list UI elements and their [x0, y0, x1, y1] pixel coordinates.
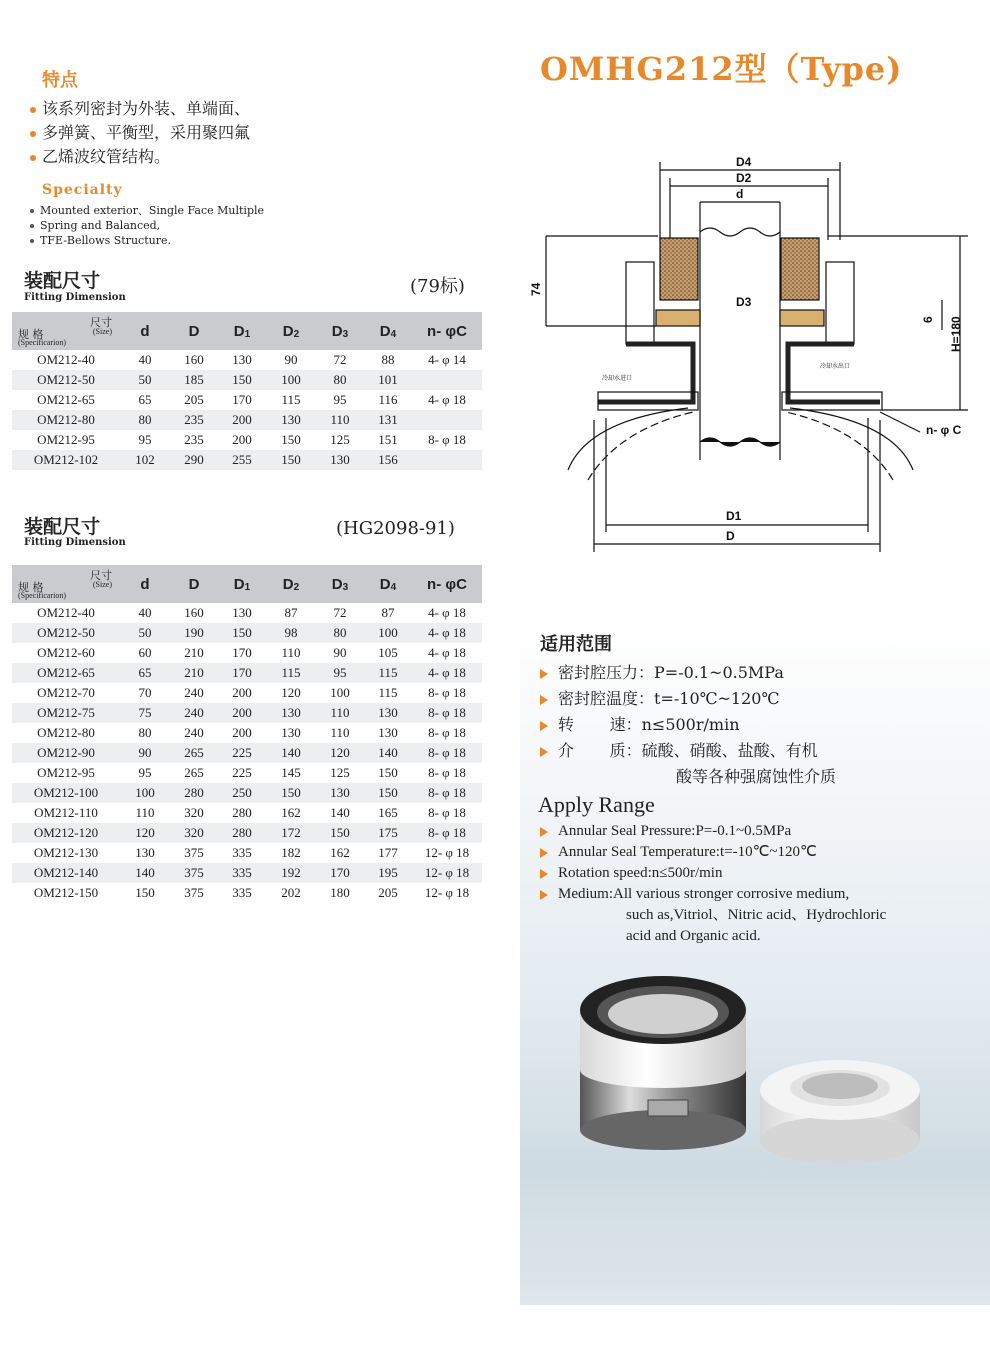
- value-cell: 200: [232, 725, 252, 740]
- feature-item: Mounted exterior、Single Face Multiple: [30, 203, 264, 218]
- table-row: [12, 703, 482, 723]
- value-cell: 120: [120, 823, 170, 843]
- header-D3: D3: [316, 565, 364, 603]
- header-spec: 尺寸 (Size) 规 格 (Specificarion): [12, 312, 120, 350]
- value-cell: 240: [184, 685, 204, 700]
- value-cell: 125: [330, 765, 350, 780]
- table1-title-cn: 装配尺寸: [24, 270, 101, 292]
- label-74: 74: [529, 282, 543, 296]
- value-cell: 110: [135, 805, 155, 820]
- bullet-icon: [30, 239, 34, 243]
- value-cell: 130: [266, 410, 316, 430]
- value-cell: 90: [120, 743, 170, 763]
- label-d3: D3: [736, 295, 752, 309]
- value-cell: 200: [218, 703, 266, 723]
- value-cell: 225: [218, 743, 266, 763]
- table-row: [12, 763, 482, 783]
- value-cell: 195: [364, 863, 412, 883]
- value-cell: 4- φ 18: [428, 605, 466, 620]
- value-cell: 72: [333, 605, 347, 620]
- spec-cell: OM212-100: [12, 783, 120, 803]
- value-cell: 200: [218, 410, 266, 430]
- value-cell: 102: [120, 450, 170, 470]
- value-cell: 205: [184, 392, 204, 407]
- table-row: [12, 843, 482, 863]
- value-cell: 115: [378, 685, 398, 700]
- table2-title-en: Fitting Dimension: [24, 537, 126, 548]
- value-cell: 150: [364, 783, 412, 803]
- table-row: [12, 603, 482, 623]
- table-row: [12, 390, 482, 410]
- header-D: D: [170, 312, 218, 350]
- arrow-icon: [540, 890, 548, 900]
- value-cell: 145: [281, 765, 301, 780]
- value-cell: 80: [138, 725, 152, 740]
- table-row: [12, 743, 482, 763]
- value-cell: 100: [330, 685, 350, 700]
- value-cell: 130: [232, 352, 252, 367]
- table-row: [12, 883, 482, 903]
- value-cell: 192: [266, 863, 316, 883]
- value-cell: 255: [218, 450, 266, 470]
- value-cell: 250: [218, 783, 266, 803]
- value-cell: 8- φ 18: [428, 725, 466, 740]
- value-cell: 200: [232, 685, 252, 700]
- spec-cell: OM212-150: [33, 885, 99, 900]
- seal-product-photo: [560, 970, 950, 1200]
- spec-cell: OM212-75: [12, 703, 120, 723]
- header-d: d: [120, 312, 170, 350]
- feature-item: 乙烯波纹管结构。: [30, 145, 250, 169]
- value-cell: 150: [266, 450, 316, 470]
- value-cell: 140: [120, 863, 170, 883]
- header-D: D: [170, 565, 218, 603]
- bullet-icon: [30, 131, 36, 137]
- value-cell: 375: [170, 863, 218, 883]
- features-list-cn: [30, 97, 250, 169]
- value-cell: 180: [330, 885, 350, 900]
- value-cell: 140: [330, 805, 350, 820]
- value-cell: 120: [281, 685, 301, 700]
- table1-title-en: Fitting Dimension: [24, 292, 126, 303]
- value-cell: 8- φ 18: [428, 432, 466, 447]
- label-cooling-outlet: 冷却水出口: [820, 363, 851, 370]
- value-cell: 185: [170, 370, 218, 390]
- value-cell: 190: [170, 623, 218, 643]
- spec-cell: OM212-110: [34, 805, 98, 820]
- value-cell: 150: [281, 432, 301, 447]
- value-cell: 150: [218, 623, 266, 643]
- value-cell: 4- φ 18: [412, 623, 482, 643]
- value-cell: 125: [330, 432, 350, 447]
- header-nC: n- φC: [412, 565, 482, 603]
- range-item: 转 速：n≤500r/min: [540, 712, 836, 738]
- value-cell: 335: [232, 845, 252, 860]
- value-cell: 8- φ 18: [412, 823, 482, 843]
- table2-title-cn: 装配尺寸: [24, 516, 101, 538]
- value-cell: 210: [184, 645, 204, 660]
- value-cell: 162: [281, 805, 301, 820]
- value-cell: 182: [281, 845, 301, 860]
- bullet-icon: [30, 209, 34, 213]
- value-cell: 98: [266, 623, 316, 643]
- table-row: [12, 350, 482, 370]
- value-cell: 40: [138, 605, 152, 620]
- value-cell: 95: [316, 663, 364, 683]
- value-cell: 151: [378, 432, 398, 447]
- table-row: [12, 683, 482, 703]
- value-cell: 65: [138, 392, 152, 407]
- value-cell: 162: [330, 845, 350, 860]
- header-D1: D1: [218, 312, 266, 350]
- value-cell: 88: [381, 352, 395, 367]
- value-cell: 170: [232, 392, 252, 407]
- range-item-cont: acid and Organic acid.: [626, 928, 761, 944]
- value-cell: 375: [184, 845, 204, 860]
- range-item: 密封腔温度：t=-10℃~120℃: [540, 686, 836, 712]
- spec-cell: OM212-80: [37, 725, 95, 740]
- spec-cell: OM212-40: [37, 605, 95, 620]
- value-cell: 8- φ 18: [428, 765, 466, 780]
- value-cell: 175: [364, 823, 412, 843]
- table-row: [12, 723, 482, 743]
- value-cell: 130: [266, 703, 316, 723]
- value-cell: 130: [316, 783, 364, 803]
- features-list-en: [30, 203, 264, 248]
- value-cell: 50: [120, 370, 170, 390]
- header-D1: D1: [218, 565, 266, 603]
- header-D4: D4: [364, 312, 412, 350]
- value-cell: 40: [138, 352, 152, 367]
- value-cell: 100: [364, 623, 412, 643]
- label-D: D: [726, 529, 735, 543]
- table-row: [12, 803, 482, 823]
- value-cell: 8- φ 18: [412, 743, 482, 763]
- value-cell: 4- φ 14: [428, 352, 466, 367]
- table-row: [12, 823, 482, 843]
- label-d4: D4: [736, 155, 752, 169]
- seal-cross-section-drawing: [528, 150, 978, 560]
- value-cell: 160: [184, 605, 204, 620]
- value-cell: [412, 450, 482, 470]
- table1-standard: (79标): [410, 276, 465, 297]
- range-heading-en: Apply Range: [538, 792, 655, 817]
- value-cell: [412, 370, 482, 390]
- value-cell: 240: [184, 725, 204, 740]
- value-cell: 95: [333, 392, 347, 407]
- value-cell: 150: [135, 885, 155, 900]
- page-title: OMHG212型（Type): [540, 50, 903, 88]
- value-cell: 50: [120, 623, 170, 643]
- value-cell: 202: [281, 885, 301, 900]
- value-cell: 116: [378, 392, 398, 407]
- header-d: d: [120, 565, 170, 603]
- value-cell: 235: [184, 432, 204, 447]
- spec-cell: OM212-130: [33, 845, 99, 860]
- table-row: [12, 863, 482, 883]
- value-cell: 280: [232, 805, 252, 820]
- range-item: Rotation speed:n≤500r/min: [540, 863, 886, 884]
- range-item: Annular Seal Pressure:P=-0.1~0.5MPa: [540, 821, 886, 842]
- range-item: 介 质：硫酸、硝酸、盐酸、有机: [540, 738, 836, 764]
- spec-cell: OM212-102: [12, 450, 120, 470]
- table-row: [12, 663, 482, 683]
- value-cell: 110: [330, 725, 350, 740]
- value-cell: 65: [120, 663, 170, 683]
- spec-cell: OM212-80: [12, 410, 120, 430]
- value-cell: 12- φ 18: [412, 863, 482, 883]
- spec-cell: OM212-140: [12, 863, 120, 883]
- value-cell: 335: [218, 863, 266, 883]
- arrow-icon: [540, 747, 548, 757]
- value-cell: 110: [316, 410, 364, 430]
- feature-item: 该系列密封为外装、单端面、: [30, 97, 250, 121]
- header-nC: n- φC: [412, 312, 482, 350]
- arrow-icon: [540, 869, 548, 879]
- value-cell: 115: [266, 663, 316, 683]
- table-row: [12, 430, 482, 450]
- value-cell: 177: [378, 845, 398, 860]
- value-cell: 170: [232, 645, 252, 660]
- value-cell: 240: [170, 703, 218, 723]
- spec-cell: OM212-90: [12, 743, 120, 763]
- value-cell: 210: [170, 663, 218, 683]
- value-cell: 375: [184, 885, 204, 900]
- label-d: d: [736, 187, 744, 201]
- value-cell: 225: [232, 765, 252, 780]
- spec-cell: OM212-70: [37, 685, 95, 700]
- arrow-icon: [540, 669, 548, 679]
- spec-cell: OM212-50: [12, 623, 120, 643]
- arrow-icon: [540, 827, 548, 837]
- value-cell: 265: [170, 743, 218, 763]
- value-cell: 4- φ 18: [412, 663, 482, 683]
- arrow-icon: [540, 721, 548, 731]
- value-cell: 150: [266, 783, 316, 803]
- value-cell: 205: [378, 885, 398, 900]
- table-row: [12, 370, 482, 390]
- table-row: [12, 623, 482, 643]
- range-item-cont: 酸等各种强腐蚀性介质: [676, 767, 837, 786]
- table-row: [12, 643, 482, 663]
- value-cell: 95: [138, 765, 152, 780]
- value-cell: 8- φ 18: [412, 783, 482, 803]
- value-cell: 8- φ 18: [428, 685, 466, 700]
- label-6: 6: [921, 316, 935, 323]
- value-cell: 60: [138, 645, 152, 660]
- value-cell: 100: [120, 783, 170, 803]
- value-cell: 130: [281, 725, 301, 740]
- value-cell: 156: [364, 450, 412, 470]
- value-cell: 320: [170, 823, 218, 843]
- value-cell: 101: [364, 370, 412, 390]
- value-cell: 280: [218, 823, 266, 843]
- feature-item: Spring and Balanced,: [30, 218, 264, 233]
- value-cell: 70: [138, 685, 152, 700]
- features-heading-cn: 特点: [42, 70, 78, 91]
- value-cell: 320: [184, 805, 204, 820]
- label-d1: D1: [726, 509, 742, 523]
- value-cell: 131: [364, 410, 412, 430]
- value-cell: 4- φ 18: [428, 645, 466, 660]
- value-cell: 130: [364, 703, 412, 723]
- value-cell: 90: [284, 352, 298, 367]
- label-cooling-inlet: 冷却水进口: [602, 375, 633, 382]
- value-cell: 170: [218, 663, 266, 683]
- value-cell: 105: [378, 645, 398, 660]
- value-cell: 100: [266, 370, 316, 390]
- value-cell: 115: [281, 392, 301, 407]
- features-heading-en: Specialty: [42, 182, 123, 198]
- header-D4: D4: [364, 565, 412, 603]
- value-cell: 95: [138, 432, 152, 447]
- value-cell: 87: [284, 605, 298, 620]
- spec-cell: OM212-65: [37, 392, 95, 407]
- value-cell: 87: [381, 605, 395, 620]
- header-D3: D3: [316, 312, 364, 350]
- value-cell: 12- φ 18: [424, 845, 470, 860]
- range-list-en: [540, 821, 886, 947]
- dimension-table-79: [12, 312, 482, 470]
- table-header-row: [12, 565, 482, 603]
- table-row: [12, 450, 482, 470]
- value-cell: 130: [135, 845, 155, 860]
- value-cell: 235: [170, 410, 218, 430]
- value-cell: 150: [378, 765, 398, 780]
- value-cell: 115: [364, 663, 412, 683]
- value-cell: 130: [378, 725, 398, 740]
- label-nc: n- φ C: [926, 423, 962, 437]
- range-list-cn: [540, 660, 836, 790]
- bullet-icon: [30, 224, 34, 228]
- range-item: 密封腔压力：P=-0.1~0.5MPa: [540, 660, 836, 686]
- value-cell: 110: [316, 703, 364, 723]
- dimension-table-hg2098: [12, 565, 482, 903]
- table-row: [12, 783, 482, 803]
- table-row: [12, 410, 482, 430]
- range-item: Annular Seal Temperature:t=-10℃~120℃: [540, 842, 886, 863]
- value-cell: 80: [120, 410, 170, 430]
- value-cell: 130: [316, 450, 364, 470]
- value-cell: 110: [281, 645, 301, 660]
- spec-cell: OM212-50: [12, 370, 120, 390]
- range-heading-cn: 适用范围: [540, 634, 612, 655]
- value-cell: 8- φ 18: [412, 703, 482, 723]
- table2-standard: (HG2098-91): [336, 518, 455, 539]
- value-cell: 265: [184, 765, 204, 780]
- value-cell: 200: [232, 432, 252, 447]
- value-cell: 90: [333, 645, 347, 660]
- value-cell: 170: [316, 863, 364, 883]
- value-cell: 120: [316, 743, 364, 763]
- value-cell: 165: [378, 805, 398, 820]
- header-D2: D2: [266, 312, 316, 350]
- feature-item: TFE-Bellows Structure.: [30, 233, 264, 248]
- bullet-icon: [30, 107, 36, 113]
- value-cell: 140: [266, 743, 316, 763]
- value-cell: 160: [184, 352, 204, 367]
- value-cell: 280: [170, 783, 218, 803]
- value-cell: 72: [333, 352, 347, 367]
- label-h180: H=180: [949, 316, 963, 352]
- spec-cell: OM212-65: [12, 663, 120, 683]
- value-cell: 80: [316, 370, 364, 390]
- value-cell: 290: [170, 450, 218, 470]
- arrow-icon: [540, 848, 548, 858]
- arrow-icon: [540, 695, 548, 705]
- value-cell: 140: [364, 743, 412, 763]
- feature-item: 多弹簧、平衡型，采用聚四氟: [30, 121, 250, 145]
- value-cell: 335: [232, 885, 252, 900]
- value-cell: 172: [266, 823, 316, 843]
- spec-cell: OM212-95: [37, 432, 95, 447]
- label-d2: D2: [736, 171, 752, 185]
- range-item-cont: such as,Vitriol、Nitric acid、Hydrochloric: [626, 907, 887, 923]
- value-cell: 12- φ 18: [424, 885, 470, 900]
- spec-cell: OM212-60: [37, 645, 95, 660]
- value-cell: 75: [120, 703, 170, 723]
- value-cell: 8- φ 18: [428, 805, 466, 820]
- table-header-row: [12, 312, 482, 350]
- header-D2: D2: [266, 565, 316, 603]
- value-cell: 150: [218, 370, 266, 390]
- spec-cell: OM212-120: [12, 823, 120, 843]
- header-spec: 尺寸 (Size) 规 格 (Specificarion): [12, 565, 120, 603]
- value-cell: 80: [316, 623, 364, 643]
- spec-cell: OM212-40: [37, 352, 95, 367]
- value-cell: 150: [316, 823, 364, 843]
- bullet-icon: [30, 155, 36, 161]
- value-cell: [412, 410, 482, 430]
- spec-cell: OM212-95: [37, 765, 95, 780]
- value-cell: 130: [232, 605, 252, 620]
- value-cell: 4- φ 18: [428, 392, 466, 407]
- range-item: Medium:All various stronger corrosive medium,: [540, 884, 886, 905]
